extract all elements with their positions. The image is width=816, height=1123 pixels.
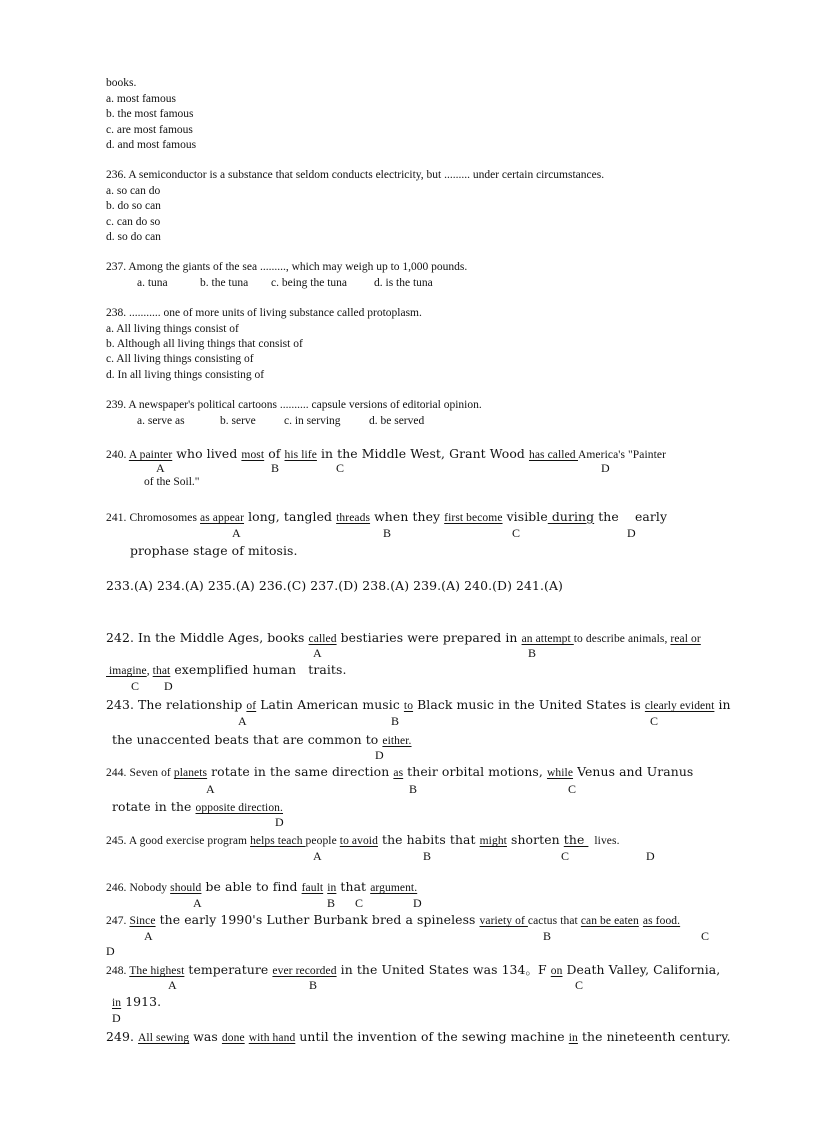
marker-d: D [646,849,655,863]
question-244-line1: 244. Seven of planets rotate in the same direction as their orbital motions, while Venus and Uranus [106,764,694,779]
marker-b: B [543,929,552,943]
option-d: d. so do can [106,231,161,243]
option-c: c. can do so [106,216,161,228]
question-239-stem: 239. A newspaper's political cartoons .......... capsule versions of editorial opinion. [106,399,482,411]
marker-a: A [313,646,322,660]
marker-d: D [106,944,115,958]
marker-b: B [423,849,432,863]
option-b: b. Although all living things that consist of [106,338,303,350]
option-b: b. do so can [106,200,161,212]
option-b: b. the most famous [106,108,194,120]
question-244-line2: rotate in the opposite direction. [112,799,284,814]
marker-b: B [528,646,537,660]
marker-c: C [701,929,710,943]
question-243-line1: 243. The relationship of Latin American music to Black music in the United States is clearly evident in [106,697,731,712]
question-248-line2: in 1913. [112,994,162,1009]
question-246-line1: 246. Nobody should be able to find fault in that argument. [106,879,418,894]
option-a: a. serve as [137,415,185,427]
question-236-stem: 236. A semiconductor is a substance that seldom conducts electricity, but ......... under certain circumstances. [106,169,605,181]
marker-b: B [327,896,336,910]
option-a: a. most famous [106,93,176,105]
marker-b: B [271,461,280,475]
question-247-line1: 247. Since the early 1990's Luther Burbank bred a spineless variety of cactus that can be eaten as food. [106,912,681,927]
question-241-line2: prophase stage of mitosis. [130,543,298,558]
marker-a: A [238,714,247,728]
marker-a: A [168,978,177,992]
question-237-stem: 237. Among the giants of the sea ........., which may weigh up to 1,000 pounds. [106,261,468,273]
question-248-line1: 248. The highest temperature ever recorded in the United States was 134。F on Death Valley, California, [106,962,721,977]
marker-d: D [375,748,384,762]
question-243-line2: the unaccented beats that are common to either. [112,732,412,747]
question-249-line1: 249. All sewing was done with hand until the invention of the sewing machine in the nineteenth century. [106,1029,731,1044]
marker-b: B [309,978,318,992]
marker-d: D [601,461,610,475]
question-242-line2: imagine, that exemplified human traits. [106,662,347,677]
marker-d: D [275,815,284,829]
question-238-stem: 238. ........... one of more units of living substance called protoplasm. [106,307,422,319]
marker-a: A [193,896,202,910]
option-c: c. being the tuna [271,277,348,289]
option-c: c. All living things consisting of [106,353,254,365]
marker-d: D [627,526,636,540]
marker-a: A [144,929,153,943]
answer-key: 233.(A) 234.(A) 235.(A) 236.(C) 237.(D) 238.(A) 239.(A) 240.(D) 241.(A) [106,578,563,593]
marker-c: C [355,896,364,910]
marker-d: D [164,679,173,693]
question-242-line1: 242. In the Middle Ages, books called bestiaries were prepared in an attempt to describe animals, real or [106,630,701,645]
marker-c: C [575,978,584,992]
option-d: d. is the tuna [374,277,433,289]
marker-c: C [650,714,659,728]
marker-d: D [413,896,422,910]
marker-c: C [561,849,570,863]
option-b: b. serve [220,415,256,427]
option-a: a. All living things consist of [106,323,239,335]
question-235-continuation: books. [106,77,137,89]
option-d: d. In all living things consisting of [106,369,265,381]
marker-d: D [112,1011,121,1025]
marker-c: C [336,461,345,475]
option-a: a. tuna [137,277,168,289]
marker-a: A [156,461,165,475]
marker-b: B [391,714,400,728]
option-a: a. so can do [106,185,161,197]
option-d: d. and most famous [106,139,197,151]
option-b: b. the tuna [200,277,249,289]
marker-c: C [568,782,577,796]
marker-a: A [232,526,241,540]
marker-c: C [512,526,521,540]
option-d: d. be served [369,415,425,427]
question-240-line2: of the Soil." [144,476,200,488]
marker-b: B [409,782,418,796]
marker-b: B [383,526,392,540]
question-241-line1: 241. Chromosomes as appear long, tangled threads when they first become visible during the early [106,509,668,524]
question-240-line1: 240. A painter who lived most of his life in the Middle West, Grant Wood has called America's "Painter [106,446,667,461]
marker-a: A [313,849,322,863]
option-c: c. in serving [284,415,341,427]
marker-a: A [206,782,215,796]
question-245-line1: 245. A good exercise program helps teach people to avoid the habits that might shorten the lives. [106,832,620,847]
option-c: c. are most famous [106,124,193,136]
marker-c: C [131,679,140,693]
